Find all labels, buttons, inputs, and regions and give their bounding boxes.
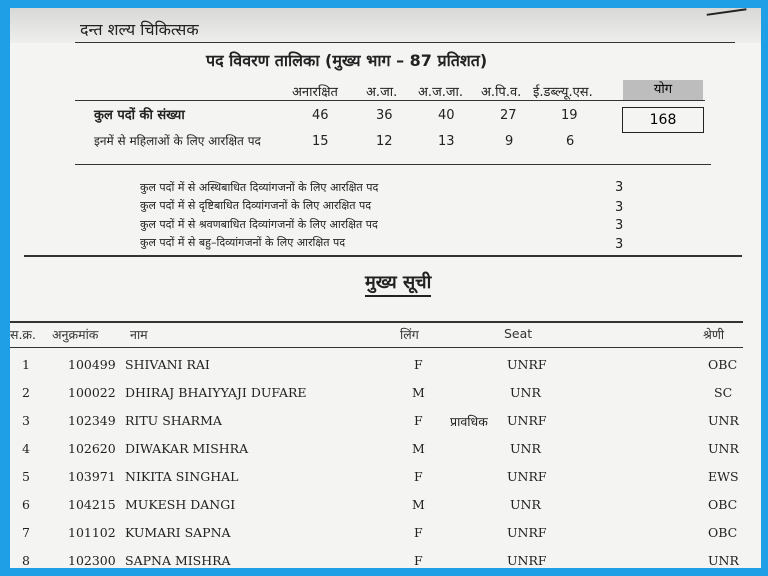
row-category: EWS	[708, 469, 739, 484]
col-header-ews: ई.डब्ल्यू.एस.	[533, 85, 593, 100]
women-st: 13	[438, 134, 455, 149]
col-header-unreserved: अनारक्षित	[292, 85, 338, 100]
row-seat: UNRF	[507, 413, 547, 428]
list-header-rule	[10, 347, 743, 348]
main-list-heading: मुख्य सूची	[365, 270, 431, 297]
table-row	[10, 385, 750, 405]
row-category: UNR	[708, 553, 739, 568]
row-gender: M	[412, 441, 425, 456]
table-row	[10, 469, 750, 489]
grand-total: 168	[622, 107, 704, 133]
total-header: योग	[623, 80, 703, 100]
title-rule	[75, 42, 735, 43]
table-row	[10, 413, 750, 433]
row-seat: UNR	[510, 385, 541, 400]
row-roll: 101102	[68, 525, 116, 540]
divyang-label-2: कुल पदों में से दृष्टिबाधित दिव्यांगजनों के लिए आरक्षित पद	[140, 199, 372, 212]
row-sno: 8	[22, 553, 30, 568]
row-gender: M	[412, 385, 425, 400]
row-sno: 7	[22, 525, 30, 540]
row-label-women: इनमें से महिलाओं के लिए आरक्षित पद	[94, 134, 261, 148]
row-category: OBC	[708, 497, 738, 512]
row-roll: 103971	[68, 469, 116, 484]
row-gender: F	[414, 525, 423, 540]
row-category: SC	[714, 385, 733, 400]
row-roll: 102300	[68, 553, 116, 568]
row-sno: 5	[22, 469, 30, 484]
table-row	[10, 525, 750, 545]
table-row	[10, 357, 750, 377]
row-sno: 3	[22, 413, 30, 428]
row-note: प्रावधिक	[450, 414, 488, 429]
row-name: DHIRAJ BHAIYYAJI DUFARE	[125, 385, 307, 400]
row-roll: 104215	[68, 497, 116, 512]
row-sno: 1	[22, 357, 30, 372]
list-header-seat: Seat	[504, 326, 533, 341]
row-name: SHIVANI RAI	[125, 357, 210, 372]
row-seat: UNRF	[507, 525, 547, 540]
total-obc: 27	[500, 108, 517, 123]
row-name: KUMARI SAPNA	[125, 525, 231, 540]
table-row	[10, 441, 750, 461]
row-gender: F	[414, 469, 423, 484]
total-ews: 19	[561, 108, 578, 123]
row-sno: 2	[22, 385, 30, 400]
post-title: दन्त शल्य चिकित्सक	[80, 20, 199, 39]
women-unreserved: 15	[312, 134, 329, 149]
women-obc: 9	[505, 134, 514, 149]
table-row	[10, 497, 750, 517]
row-name: DIWAKAR MISHRA	[125, 441, 249, 456]
row-category: OBC	[708, 525, 738, 540]
row-seat: UNRF	[507, 469, 547, 484]
row-gender: M	[412, 497, 425, 512]
list-header-category: श्रेणी	[703, 327, 725, 342]
table-row	[10, 553, 750, 568]
section-rule	[24, 255, 742, 257]
divyang-value-3: 3	[615, 218, 624, 233]
col-header-obc: अ.पि.व.	[481, 85, 522, 100]
row-sno: 6	[22, 497, 30, 512]
total-sc: 36	[376, 108, 393, 123]
row-gender: F	[414, 357, 423, 372]
row-name: MUKESH DANGI	[125, 497, 236, 512]
col-header-sc: अ.जा.	[366, 85, 398, 100]
women-ews: 6	[566, 134, 575, 149]
divyang-label-1: कुल पदों में से अस्थिबाधित दिव्यांगजनों के लिए आरक्षित पद	[140, 181, 379, 194]
row-name: SAPNA MISHRA	[125, 553, 231, 568]
row-name: RITU SHARMA	[125, 413, 222, 428]
summary-rule	[75, 164, 711, 165]
row-gender: F	[414, 553, 423, 568]
divyang-label-4: कुल पदों में से बहु–दिव्यांगजनों के लिए आरक्षित पद	[140, 236, 346, 249]
col-header-st: अ.ज.जा.	[418, 85, 463, 100]
row-label-total-posts: कुल पदों की संख्या	[94, 108, 185, 123]
list-header-gender: लिंग	[400, 327, 419, 342]
row-roll: 100022	[68, 385, 116, 400]
row-seat: UNR	[510, 441, 541, 456]
document-page	[10, 8, 761, 568]
divyang-value-2: 3	[615, 200, 624, 215]
row-roll: 102620	[68, 441, 116, 456]
header-rule	[75, 100, 705, 101]
row-seat: UNRF	[507, 357, 547, 372]
table-heading: पद विवरण तालिका (मुख्य भाग – 87 प्रतिशत)	[206, 51, 488, 70]
row-seat: UNR	[510, 497, 541, 512]
row-category: UNR	[708, 441, 739, 456]
total-unreserved: 46	[312, 108, 329, 123]
divyang-label-3: कुल पदों में से श्रवणबाधित दिव्यांगजनों के लिए आरक्षित पद	[140, 218, 378, 231]
row-category: UNR	[708, 413, 739, 428]
total-st: 40	[438, 108, 455, 123]
women-sc: 12	[376, 134, 393, 149]
row-gender: F	[414, 413, 423, 428]
row-category: OBC	[708, 357, 738, 372]
row-seat: UNRF	[507, 553, 547, 568]
row-name: NIKITA SINGHAL	[125, 469, 239, 484]
list-header-sno: स.क्र.	[10, 327, 36, 342]
row-roll: 102349	[68, 413, 116, 428]
list-top-rule	[10, 321, 743, 323]
divyang-value-1: 3	[615, 180, 624, 195]
row-sno: 4	[22, 441, 30, 456]
row-roll: 100499	[68, 357, 116, 372]
divyang-value-4: 3	[615, 237, 624, 252]
list-header-name: नाम	[130, 327, 148, 342]
list-header-roll: अनुक्रमांक	[52, 327, 99, 342]
